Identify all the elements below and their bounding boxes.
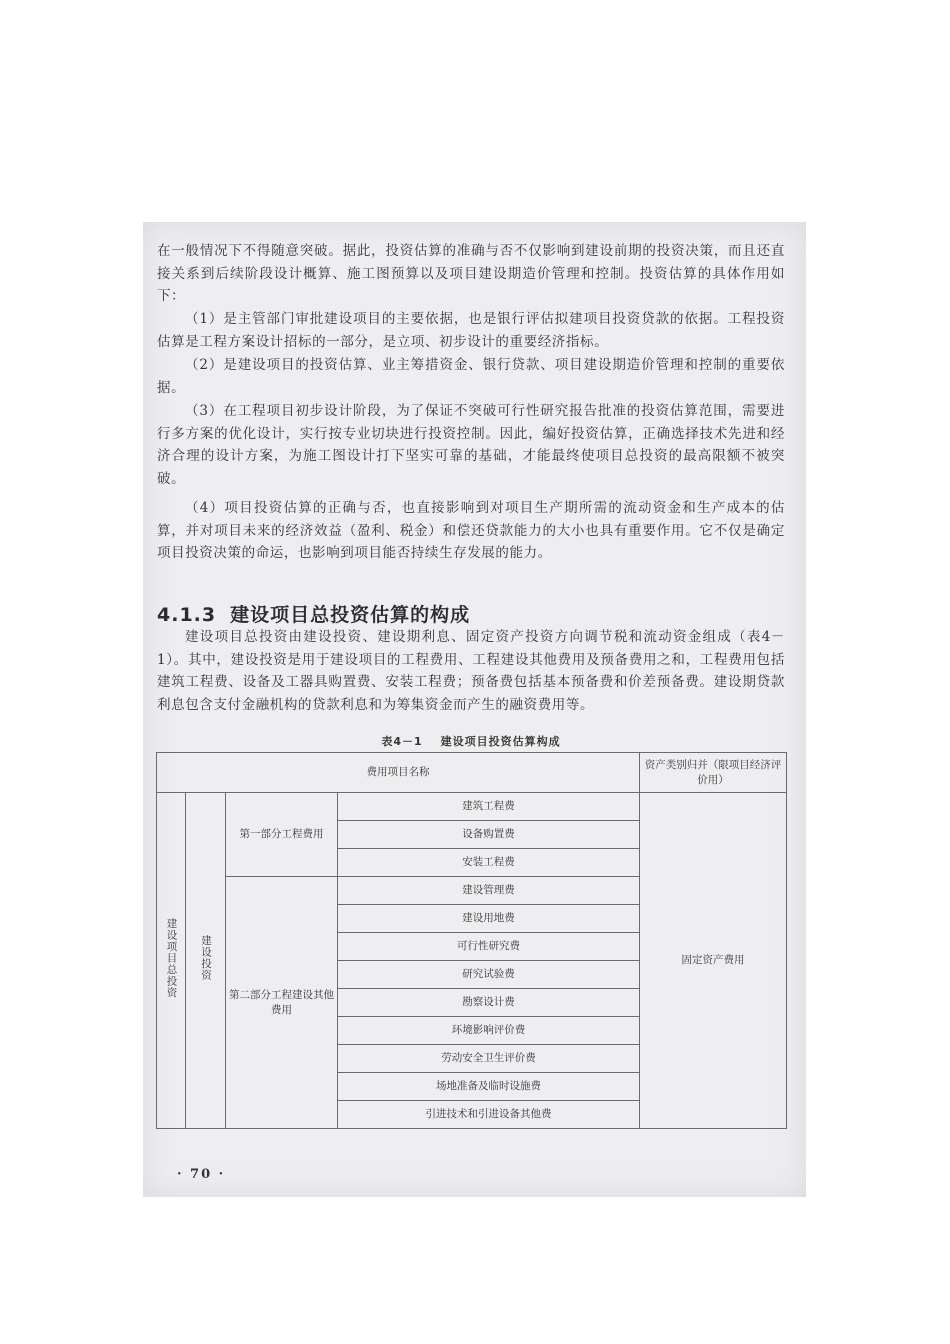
table-caption-title: 建设项目投资估算构成: [440, 735, 561, 748]
table-cell-item: 勘察设计费: [338, 989, 640, 1017]
construction-investment-label: 建设投资: [200, 935, 212, 981]
paragraph-item-1: （1）是主管部门审批建设项目的主要依据，也是银行评估拟建项目投资贷款的依据。工程投资估算是工程方案设计招标的一部分，是立项、初步设计的重要经济指标。: [157, 311, 785, 350]
paragraph-item-4: （4）项目投资估算的正确与否，也直接影响到对项目生产期所需的流动资金和生产成本的估算，并对项目未来的经济效益（盈利、税金）和偿还贷款能力的大小也具有重要作用。它不仅是确定项目投资决策的命运，也影响到项目能否持续生存发展的能力。: [157, 500, 785, 561]
page-number: · 70 ·: [177, 1167, 226, 1182]
header-asset-class: 资产类别归并（限项目经济评价用）: [640, 753, 787, 793]
section-body: 建设项目总投资由建设投资、建设期利息、固定资产投资方向调节税和流动资金组成（表4－1）。其中，建设投资是用于建设项目的工程费用、工程建设其他费用及预备费用之和，工程费用包括建筑工程费、设备及工器具购置费、安装工程费；预备费包括基本预备费和价差预备费。建设期贷款利息包含支付金融机构的贷款利息和为筹集资金而产生的融资费用等。: [157, 629, 785, 713]
header-cost-item-name: 费用项目名称: [157, 753, 640, 793]
section-number: 4.1.3: [157, 604, 217, 626]
table-cell-item: 引进技术和引进设备其他费: [338, 1101, 640, 1129]
table-row: [157, 793, 787, 821]
table-cell-item: 可行性研究费: [338, 933, 640, 961]
part-one-cell: 第一部分工程费用: [226, 793, 338, 877]
table-cell-item: 安装工程费: [338, 849, 640, 877]
table-cell-item: 建设管理费: [338, 877, 640, 905]
table-cell-item: 劳动安全卫生评价费: [338, 1045, 640, 1073]
section-title: 建设项目总投资估算的构成: [230, 604, 471, 626]
table-cell-item: 环境影响评价费: [338, 1017, 640, 1045]
investment-composition-table: [156, 752, 787, 1129]
table-header-row: [157, 753, 787, 793]
total-investment-cell: [157, 793, 186, 1129]
table-cell-item: 场地准备及临时设施费: [338, 1073, 640, 1101]
section-heading: [157, 600, 470, 627]
fixed-asset-cell: 固定资产费用: [640, 793, 787, 1129]
table-cell-item: 研究试验费: [338, 961, 640, 989]
table-caption: [157, 733, 785, 749]
construction-investment-cell: [186, 793, 226, 1129]
total-investment-label: 建设项目总投资: [165, 917, 178, 999]
paragraph-item-3: （3）在工程项目初步设计阶段，为了保证不突破可行性研究报告批准的投资估算范围，需要进行多方案的优化设计，实行按专业切块进行投资控制。因此，编好投资估算，正确选择技术先进和经济合理的设计方案，为施工图设计打下坚实可靠的基础，才能最终使项目总投资的最高限额不被突破。: [157, 403, 785, 487]
paragraph-item-2: （2）是建设项目的投资估算、业主筹措资金、银行贷款、项目建设期造价管理和控制的重要依据。: [157, 357, 785, 396]
table-cell-item: 建筑工程费: [338, 793, 640, 821]
part-two-cell: 第二部分工程建设其他费用: [226, 877, 338, 1129]
table-cell-item: 建设用地费: [338, 905, 640, 933]
table-caption-number: 表4－1: [381, 735, 423, 748]
table-cell-item: 设备购置费: [338, 821, 640, 849]
paragraph-intro: 在一般情况下不得随意突破。据此，投资估算的准确与否不仅影响到建设前期的投资决策，而且还直接关系到后续阶段设计概算、施工图预算以及项目建设期造价管理和控制。投资估算的具体作用如下：: [157, 243, 785, 304]
